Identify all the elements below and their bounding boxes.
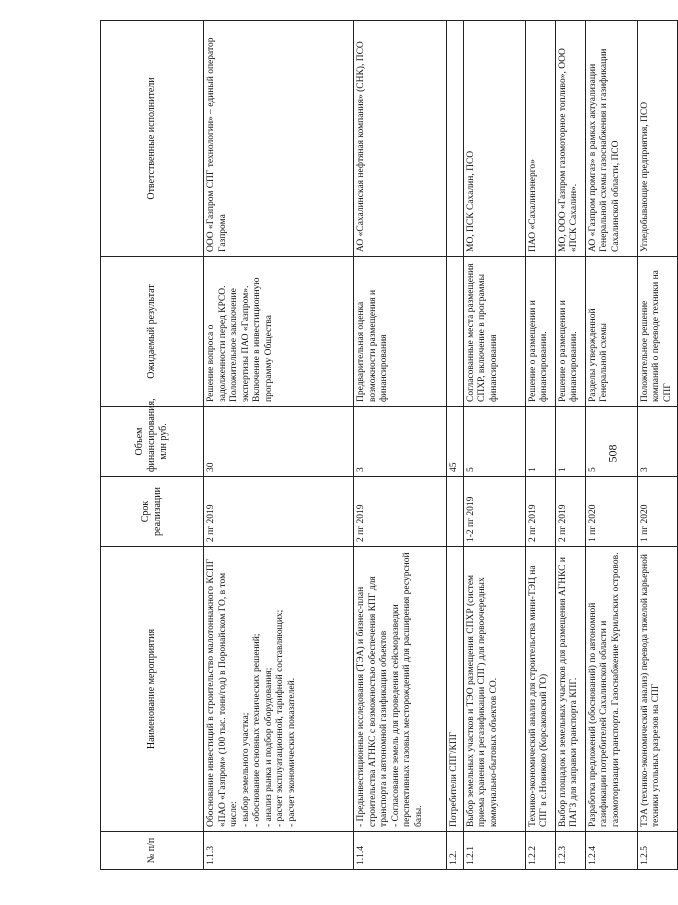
activity-name [525,547,555,832]
expected-result [525,257,555,407]
responsible-executors: МО, ООО «Газпром газомоторное топливо», ООО «ПСК Сахалин». [555,21,585,257]
expected-result [447,257,464,407]
activity-name-line: Обоснование инвестиций в строительство малотоннажного КСПГ «ПАО «Газпром» (100 тыс. тонн/год) в Поронайском ГО, в том числе: [206,558,240,827]
activity-name [204,547,354,832]
activity-name-line: - расчет эксплуатационной, тарифной составляющих; [275,609,286,827]
column-header-number: № п/п [101,832,204,870]
expected-result [354,257,447,407]
activity-name-line: - анализ рынка и подбор оборудования; [263,667,274,827]
financing-amount: 30 [204,407,354,477]
expected-result-line: Согласованные места размещения СПХР, включение в программы финансирования [465,263,499,402]
implementation-term: 1 пг 2020 [637,477,677,547]
activity-name-line: Разработка предложений (обоснований) по автономной газификации потребителей Сахалинской области и газомоторизации транспорта. Газоснабжение Курильских островов. [587,552,621,827]
activity-name-line: Выбор земельных участков и ТЭО размещения СПХР (систем приема хранения и регазификации СПГ) для первоочередных коммунально-бытовых объектов СО. [465,574,499,827]
responsible-executors [447,21,464,257]
activity-name [447,547,464,832]
table-row [204,21,354,870]
responsible-executors: АО «Газпром промгаз» в рамках актуализации Генеральной схемы газоснабжения и газификации Сахалинской области, ПСО [585,21,637,257]
implementation-term: 2 пг 2019 [555,477,585,547]
row-number: 1.2.4 [585,832,637,870]
row-number: 1.1.4 [354,832,447,870]
expected-result [204,257,354,407]
table-row [354,21,447,870]
responsible-executors: ООО «Газпром СПГ технологии» – единый оператор Газпрома [204,21,354,257]
activity-name-line: - выбор земельного участка; [240,712,251,827]
column-header-name: Наименование мероприятия [101,547,204,832]
responsible-executors: ПАО «Сахалинэнерго» [525,21,555,257]
expected-result-line: Разделы утвержденной Генеральной схемы [587,308,610,402]
financing-amount: 3 [354,407,447,477]
column-header-result: Ожидаемый результат [101,257,204,407]
row-number: 1.1.3 [204,832,354,870]
column-header-executors: Ответственные исполнители [101,21,204,257]
table-row [525,21,555,870]
expected-result [555,257,585,407]
column-header-financing: Объем финансирования, млн руб. [101,407,204,477]
row-number: 1.2. [447,832,464,870]
implementation-term: 2 пг 2019 [354,477,447,547]
row-number: 1.2.5 [637,832,677,870]
activity-name [585,547,637,832]
row-number: 1.2.3 [555,832,585,870]
activity-name-line: - Согласование земель для проведения сейсморазведки перспективных газовых месторождений для расширения ресурсной базы. [390,552,424,827]
responsible-executors: Угледобывающие предприятия, ПСО [637,21,677,257]
activity-name-line: Выбор площадок и земельных участков для размещения АГНКС и ПАГЗ для заправки транспорта КПГ. [557,557,580,827]
activity-name-line: Потребители СПГ/КПГ [449,731,459,827]
implementation-term: 1-2 пг 2019 [463,477,525,547]
table-row [463,21,525,870]
financing-amount: 5 [463,407,525,477]
implementation-term [447,477,464,547]
expected-result-line: Решение вопроса о задолженности перед КРСО. [206,285,228,402]
activity-name [463,547,525,832]
activity-name [555,547,585,832]
expected-result [463,257,525,407]
financing-amount: 1 [525,407,555,477]
activity-name-line: - расчет экономических показателей. [287,677,298,827]
financing-amount: 5 [585,407,637,477]
row-number: 1.2.1 [463,832,525,870]
financing-amount: 45 [447,407,464,477]
column-header-term: Срок реализации [101,477,204,547]
expected-result [585,257,637,407]
expected-result-line: Предварительная оценка возможности размещения и финансирования [356,289,390,402]
table-row [447,21,464,870]
expected-result-line: Положительное заключение экспертизы ПАО «Газпром». [229,285,251,402]
expected-result-line: Включение в инвестиционную программу Общества [252,277,274,402]
page-number: 508 [605,444,620,463]
row-number: 1.2.2 [525,832,555,870]
implementation-term: 2 пг 2019 [204,477,354,547]
implementation-term: 1 пг 2020 [585,477,637,547]
expected-result-line: Положительное решение компаний о переводе техники на СПГ [639,270,673,402]
activity-name-line: - обоснование основных технических решений; [252,633,263,827]
activity-name-line: ТЭА (технико-экономический анализ) перевода тяжелой карьерной техники угольных разрезов на СПГ [639,554,662,827]
expected-result [637,257,677,407]
responsible-executors: МО, ПСК Сахалин, ПСО [463,21,525,257]
activity-name-line: Технико-экономический анализ для строительства мини-ТЭЦ на СПГ в с.Новиково (Корсаковский ГО) [527,565,550,827]
activity-name [637,547,677,832]
table-header-row [101,21,204,870]
table-row [555,21,585,870]
financing-amount: 3 [637,407,677,477]
activity-name-line: - Предынвестиционные исследования (ТЭА) и бизнес-план строительства АГНКС с возможностью обеспечения КПГ для транспорта и автономной газификации объектов [356,576,390,827]
table-row [637,21,677,870]
activities-table [100,20,678,870]
activity-name [354,547,447,832]
expected-result-line: Решение о размещении и финансировании. [557,300,580,402]
implementation-term: 2 пг 2019 [525,477,555,547]
financing-amount: 1 [555,407,585,477]
expected-result-line: Решение о размещении и финансировании. [527,300,550,402]
responsible-executors: АО «Сахалинская нефтяная компания» (СНК), ПСО [354,21,447,257]
